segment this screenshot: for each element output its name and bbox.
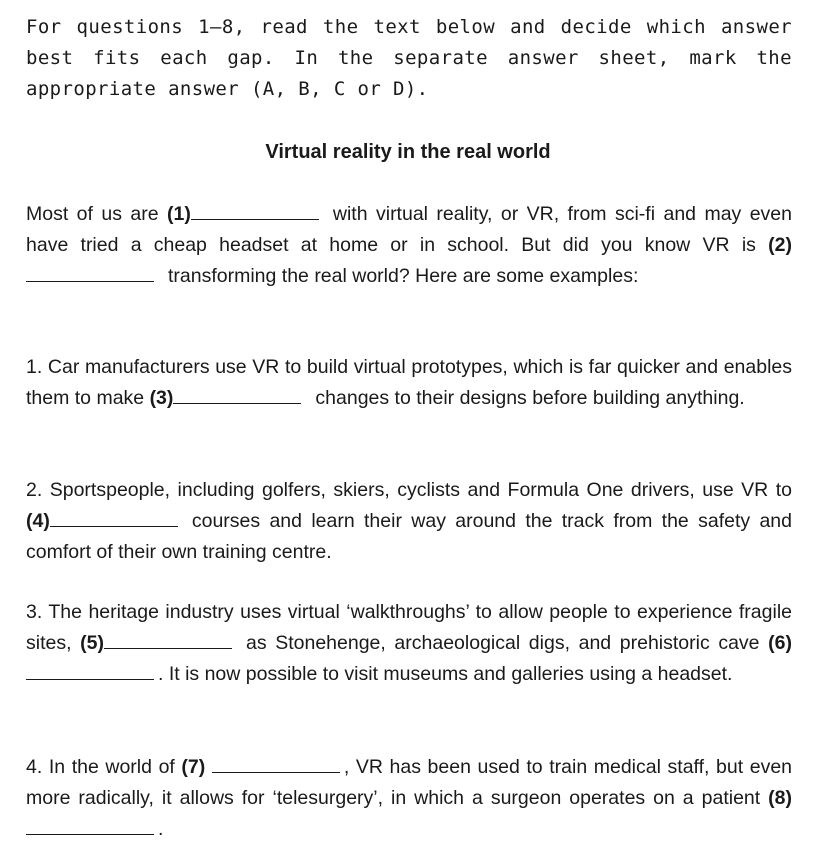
paragraph-example-2 — [26, 475, 792, 568]
gap-6-blank[interactable] — [26, 660, 154, 680]
gap-number-6: (6) — [768, 632, 792, 654]
text: . — [158, 818, 164, 840]
gap-number-3: (3) — [149, 387, 174, 409]
gap-8-blank[interactable] — [26, 815, 154, 835]
paragraph-example-1 — [26, 352, 792, 414]
gap-3-blank[interactable] — [173, 384, 301, 404]
paragraph-intro — [26, 199, 792, 292]
text: 3. The heritage industry uses virtual ‘walkthroughs’ to allow people to experience fragile sites, — [26, 601, 792, 654]
paragraph-example-4 — [26, 752, 792, 845]
text: 1. Car manufacturers use VR to build virtual prototypes, which is far quicker and enables them to make — [26, 356, 792, 409]
gap-5-blank[interactable] — [104, 629, 232, 649]
text: courses and learn their way around the track from the safety and comfort of their own training centre. — [26, 510, 792, 563]
text: 4. In the world of — [26, 756, 182, 778]
gap-number-4: (4) — [26, 510, 50, 532]
text: with virtual reality, or VR, from sci-fi and may even have tried a cheap headset at home or in school. But did you know VR is — [26, 203, 793, 256]
text: transforming the real world? Here are some examples: — [168, 265, 639, 287]
gap-7-blank[interactable] — [212, 753, 340, 773]
gap-number-1: (1) — [167, 203, 191, 225]
text: changes to their designs before building anything. — [315, 387, 745, 409]
text: as Stonehenge, archaeological digs, and prehistoric cave — [245, 632, 769, 654]
gap-1-blank[interactable] — [191, 200, 319, 220]
gap-2-blank[interactable] — [26, 262, 154, 282]
gap-number-2: (2) — [768, 234, 792, 256]
instructions: For questions 1–8, read the text below and decide which answer best fits each gap. In the separate answer sheet, mark the appropriate answer (A, B, C or D). — [26, 16, 792, 100]
passage-title: Virtual reality in the real world — [265, 141, 551, 163]
gap-number-8: (8) — [768, 787, 792, 809]
text: , VR has been used to train medical staff, but even more radically, it allows for ‘telesurgery’, in which a surgeon operates on a patient — [26, 756, 793, 809]
gap-number-5: (5) — [80, 632, 104, 654]
gap-number-7: (7) — [181, 756, 206, 778]
text: . It is now possible to visit museums and galleries using a headset. — [158, 663, 733, 685]
gap-4-blank[interactable] — [50, 507, 178, 527]
text: 2. Sportspeople, including golfers, skiers, cyclists and Formula One drivers, use VR to — [26, 479, 792, 501]
text: Most of us are — [26, 203, 168, 225]
paragraph-example-3 — [26, 597, 792, 690]
